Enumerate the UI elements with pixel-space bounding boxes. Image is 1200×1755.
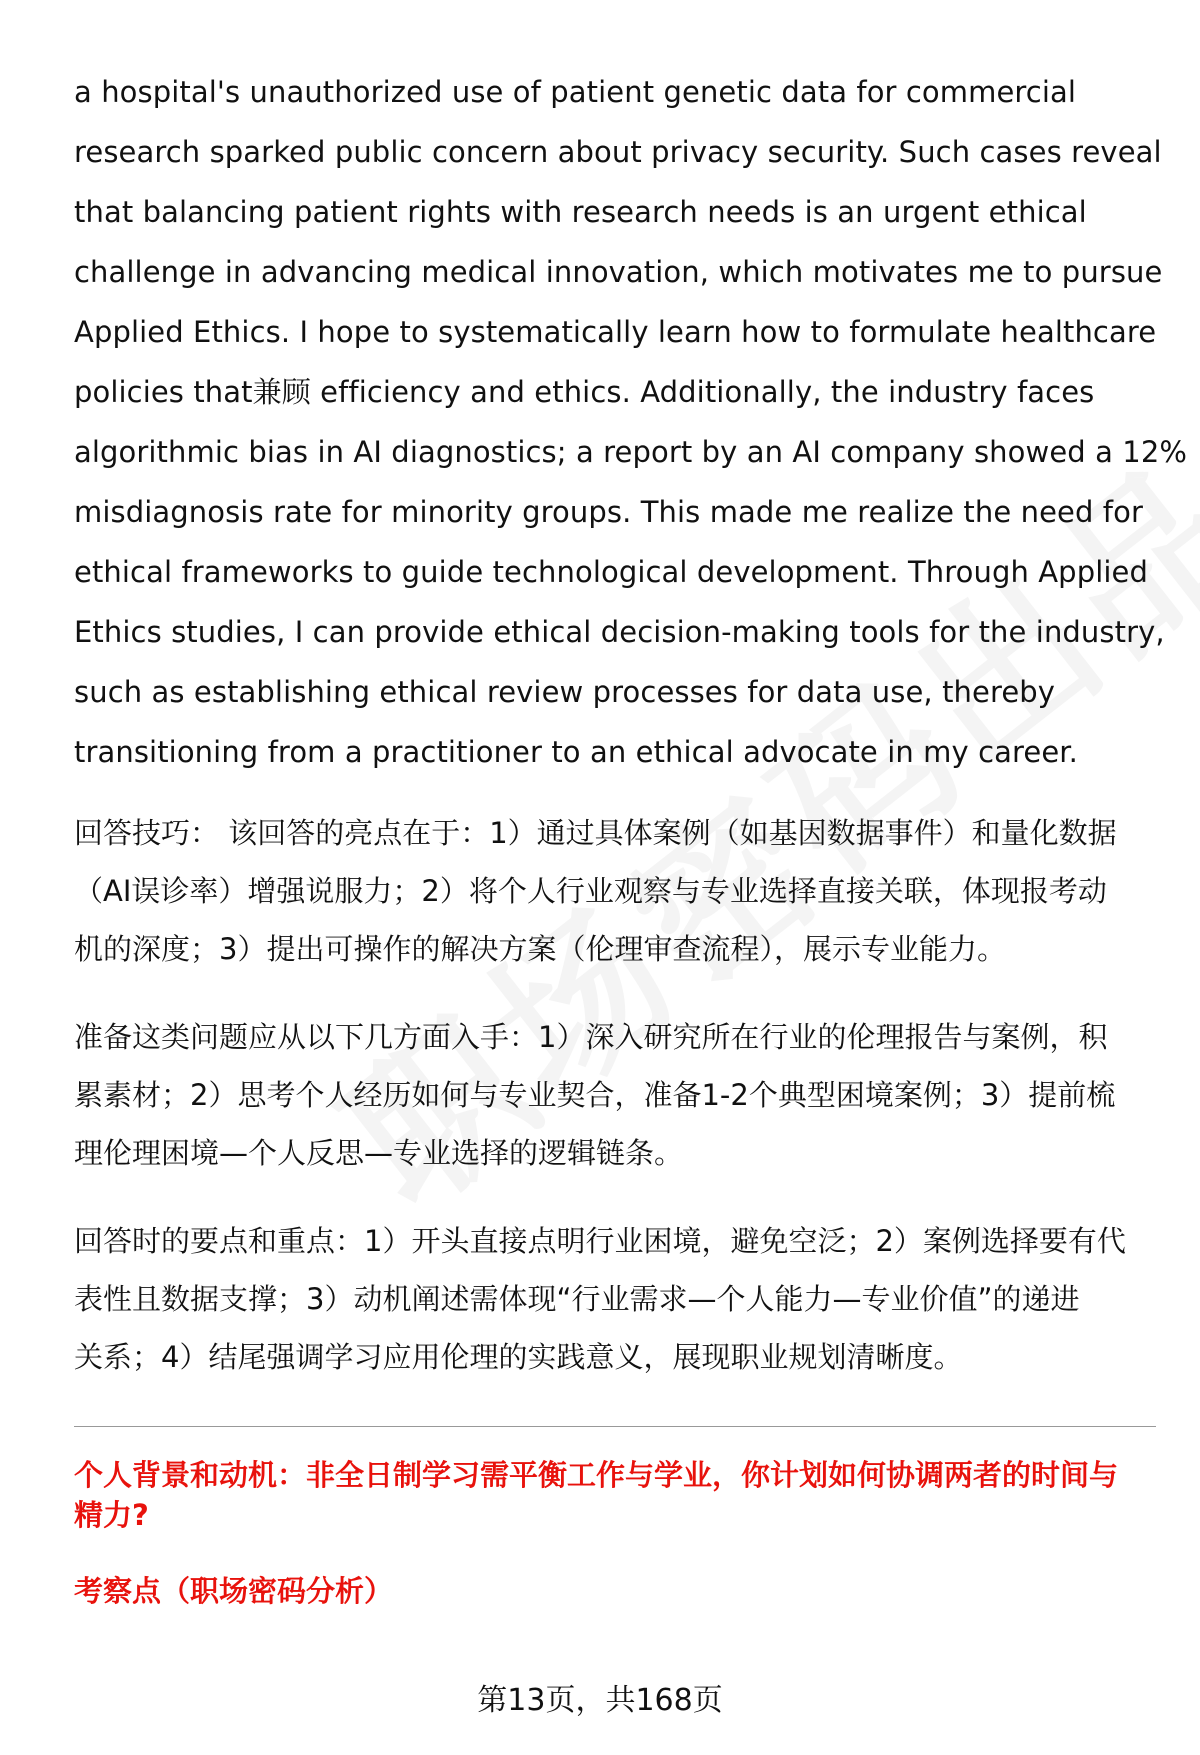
question-line: 个人背景和动机：非全日制学习需平衡工作与学业，你计划如何协调两者的时间与	[74, 1458, 1119, 1492]
essay-paragraph	[74, 62, 1188, 782]
prep-line: 累素材；2）思考个人经历如何与专业契合，准备1-2个典型困境案例；3）提前梳	[74, 1078, 1116, 1112]
answer-tips-paragraph	[74, 804, 1154, 978]
essay-line: algorithmic bias in AI diagnostics; a report by an AI company showed a 12%	[74, 435, 1188, 469]
page-number: 第13页，共168页	[477, 1683, 723, 1718]
essay-line: that balancing patient rights with research needs is an urgent ethical	[74, 195, 1087, 229]
preparation-paragraph	[74, 1008, 1154, 1182]
essay-line: ethical frameworks to guide technological development. Through Applied	[74, 555, 1148, 589]
keypoints-line: 关系；4）结尾强调学习应用伦理的实践意义，展现职业规划清晰度。	[74, 1340, 963, 1374]
essay-line: misdiagnosis rate for minority groups. This made me realize the need for	[74, 495, 1143, 529]
tips-line: 机的深度；3）提出可操作的解决方案（伦理审查流程），展示专业能力。	[74, 932, 1006, 966]
essay-line: a hospital's unauthorized use of patient genetic data for commercial	[74, 75, 1077, 109]
keypoints-line: 表性且数据支撑；3）动机阐述需体现“行业需求—个人能力—专业价值”的递进	[74, 1282, 1080, 1316]
essay-line: challenge in advancing medical innovation, which motivates me to pursue	[74, 255, 1163, 289]
essay-line: such as establishing ethical review processes for data use, thereby	[74, 675, 1056, 709]
question-line: 精力?	[74, 1498, 149, 1532]
question-heading	[74, 1455, 1154, 1535]
page-content	[74, 62, 1188, 1611]
essay-line: Applied Ethics. I hope to systematically learn how to formulate healthcare	[74, 315, 1157, 349]
essay-line: transitioning from a practitioner to an ethical advocate in my career.	[74, 735, 1078, 769]
essay-line: policies that兼顾 efficiency and ethics. Additionally, the industry faces	[74, 375, 1095, 409]
essay-line: Ethics studies, I can provide ethical decision-making tools for the industry,	[74, 615, 1165, 649]
analysis-section-heading: 考察点（职场密码分析）	[74, 1574, 394, 1608]
tips-line: （AI误诊率）增强说服力；2）将个人行业观察与专业选择直接关联，体现报考动	[74, 874, 1107, 908]
tips-line: 回答技巧： 该回答的亮点在于：1）通过具体案例（如基因数据事件）和量化数据	[74, 816, 1117, 850]
essay-line: research sparked public concern about privacy security. Such cases reveal	[74, 135, 1162, 169]
section-divider	[74, 1426, 1156, 1427]
prep-line: 准备这类问题应从以下几方面入手：1）深入研究所在行业的伦理报告与案例，积	[74, 1020, 1108, 1054]
keypoints-line: 回答时的要点和重点：1）开头直接点明行业困境，避免空泛；2）案例选择要有代	[74, 1224, 1126, 1258]
prep-line: 理伦理困境—个人反思—专业选择的逻辑链条。	[74, 1136, 684, 1170]
key-points-paragraph	[74, 1212, 1154, 1386]
